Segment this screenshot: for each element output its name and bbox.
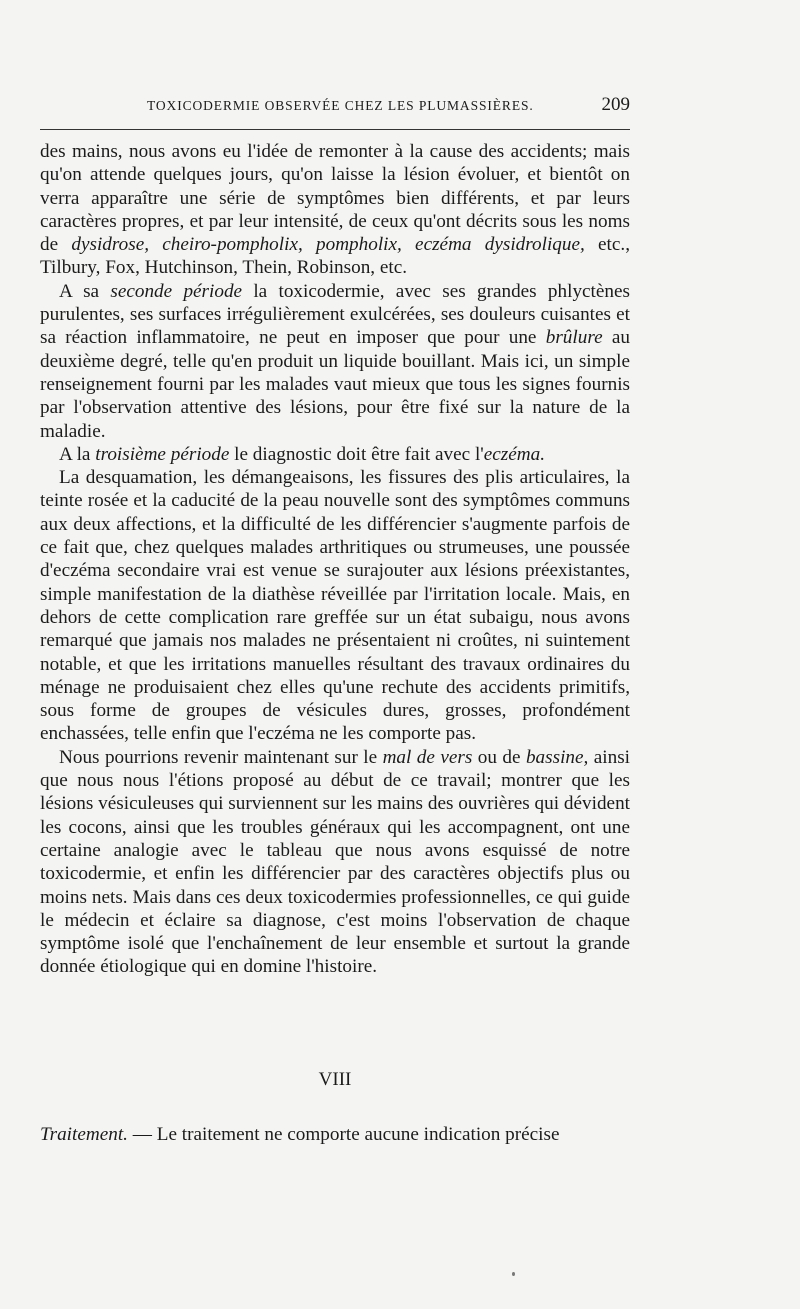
body-text [40,140,630,979]
paragraph-text: ainsi que nous nous l'étions proposé au début de ce travail; montrer que les lésions vésiculeuses qui surviennent sur les mains des ouvrières qui dévident les cocons, ainsi que les troubles généraux qui les accompagnent, ont une certaine analogie avec le tableau que nous avons esquissé de notre toxicodermie, et enfin les différencier par des caractères objectifs plus ou moins nets. Mais dans ces deux toxicodermies professionnelles, ce qui guide le médecin et éclaire sa diagnose, c'est moins l'observation de chaque symptôme isolé que l'enchaînement de leur ensemble et surtout la grande donnée étiologique qui en domine l'histoire. [40,746,630,978]
paragraph-text: A la [59,443,96,465]
section-heading: Traitement. [40,1124,128,1145]
italic-terms: brûlure [545,327,603,349]
paragraph-text: A sa [59,280,111,302]
page-number: 209 [601,94,630,115]
paragraph-3 [40,443,630,466]
paragraph-1 [40,140,630,280]
italic-terms: mal de vers [382,746,473,768]
paragraph-text: Nous pourrions revenir maintenant sur le [59,746,383,768]
paragraph-text: le diagnostic doit être fait avec l' [229,443,484,465]
italic-terms: seconde période [110,280,243,302]
paragraph-text: La desquamation, les démangeaisons, les fissures des plis articulaires, la teinte rosée et la caducité de la peau nouvelle sont des symptômes communs aux deux affections, et la difficulté de les différencier s'augmente parfois de ce fait que, chez quelques malades arthritiques ou strumeuses, une poussée d'eczéma secondaire vrai est venue se surajouter aux lésions préexistantes, simple manifestation de la diathèse réveillée par l'irritation locale. Mais, en dehors de cette complication rare greffée sur un état subaigu, nous avons remarqué que jamais nos malades ne présentaient ni croûtes, ni suintement notable, et que les irritations manuelles résultant des travaux ordinaires du ménage ne produisaient chez elles qu'une rechute des accidents primitifs, sous forme de groupes de vésicules dures, grosses, profondément enchassées, telle enfin que l'eczéma ne les comporte pas. [40,467,630,745]
running-title: TOXICODERMIE OBSERVÉE CHEZ LES PLUMASSIÈRES. [147,98,534,113]
section-text: — Le traitement ne comporte aucune indication précise [127,1124,560,1145]
paper-speck [512,1272,515,1276]
running-head [40,96,630,120]
paragraph-text: ou de [472,746,526,768]
section-number: VIII [318,1069,352,1090]
paragraph-text: etc., Tilbury, Fox, Hutchinson, Thein, Robinson, etc. [40,234,630,279]
italic-terms: eczéma. [483,443,546,465]
italic-terms: bassine, [525,746,589,768]
paragraph-2 [40,280,630,443]
header-rule [40,129,630,130]
paragraph-text: des mains, nous avons eu l'idée de remonter à la cause des accidents; mais qu'on attende quelques jours, qu'on laisse la lésion évoluer, et bientôt on verra apparaître une série de symptômes bien différents, et par leurs caractères propres, et par leur intensité, de ceux qu'ont décrits sous les noms de [40,141,630,256]
paragraph-5 [40,746,630,979]
italic-terms: dysidrose, cheiro-pompholix, pompholix, eczéma dysidrolique, [71,234,585,256]
section-first-line [40,1123,630,1146]
italic-terms: troisième période [95,443,230,465]
paragraph-4 [40,466,630,746]
paragraph-text: la toxicodermie, avec ses grandes phlyctènes purulentes, ses surfaces irrégulièrement exulcérées, ses douleurs cuisantes et sa réaction inflammatoire, ne peut en imposer que pour une [40,280,630,349]
paragraph-text: au deuxième degré, telle qu'en produit un liquide bouillant. Mais ici, un simple renseignement fourni par les malades vaut mieux que tous les signes fournis par l'observation attentive des lésions, pour être fixé sur la nature de la maladie. [40,327,630,442]
